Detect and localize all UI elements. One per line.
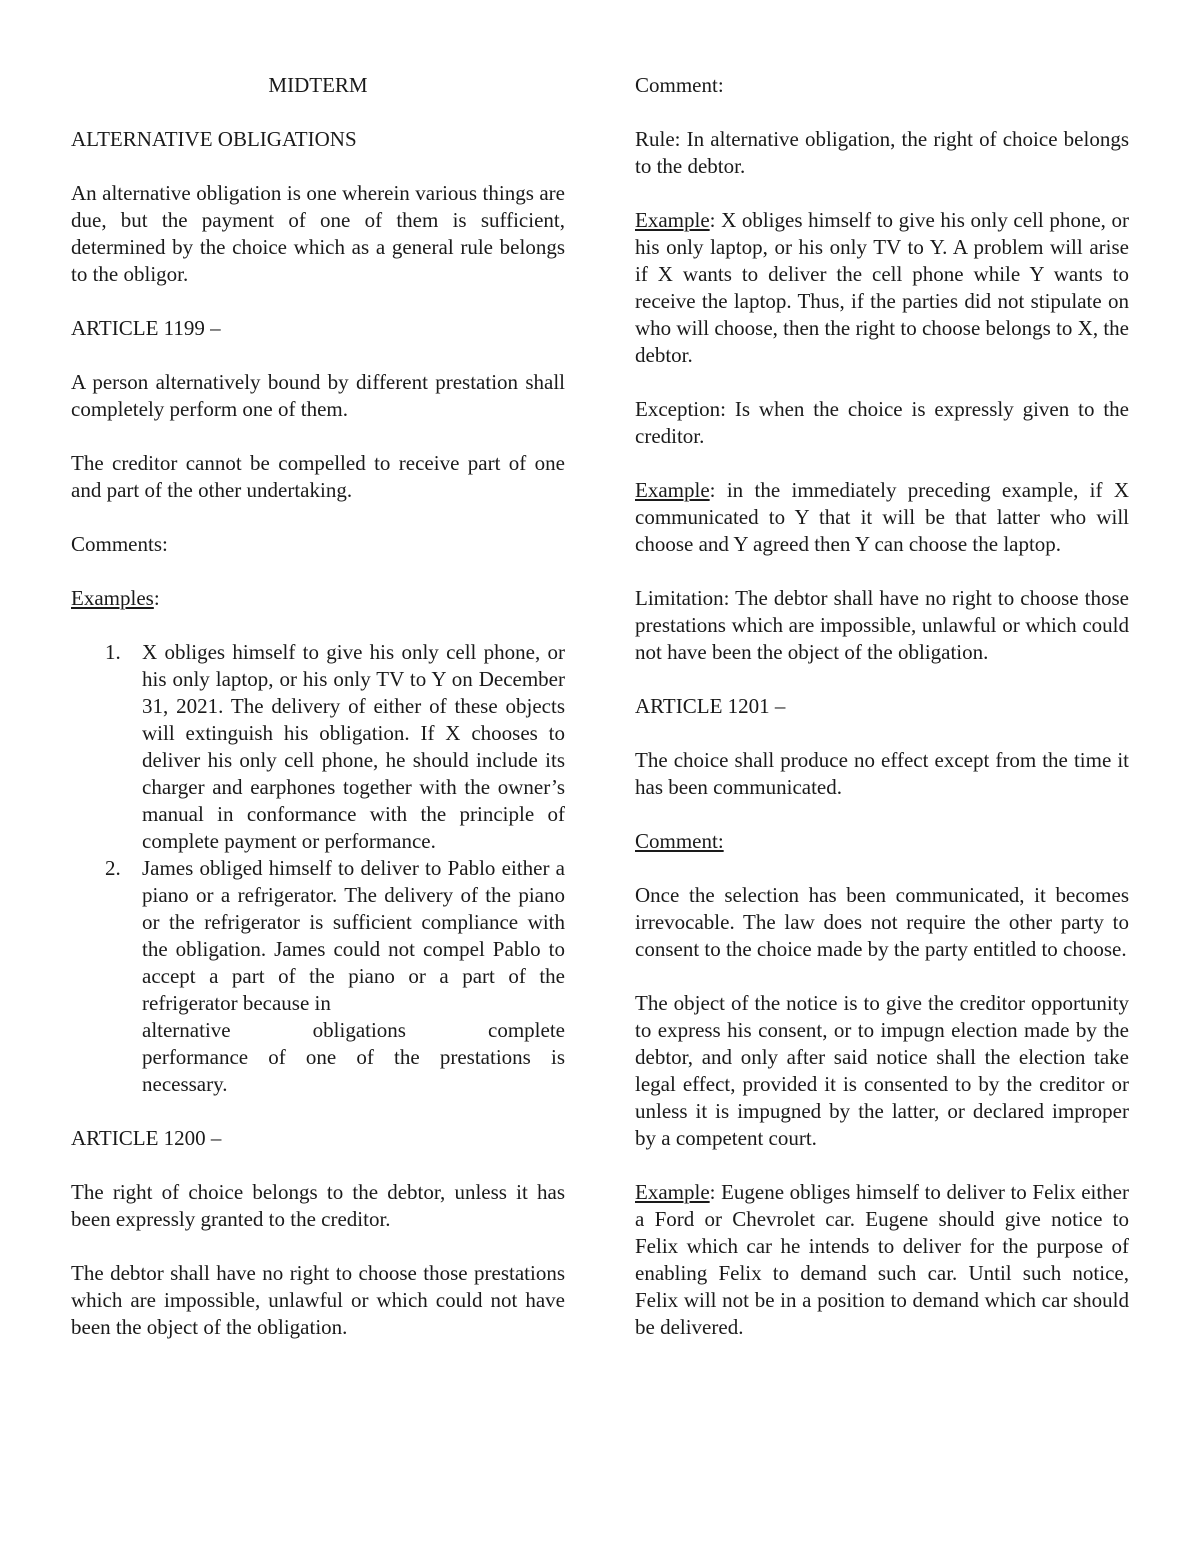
limitation-paragraph: Limitation: The debtor shall have no right to choose those prestations which are impossible, unlawful or which could not have been the object of the obligation.	[635, 586, 1129, 664]
left-column	[71, 72, 565, 1368]
list-item	[71, 855, 565, 1098]
comment-label: Comment:	[635, 73, 724, 97]
example-3-label: Example	[635, 1180, 710, 1204]
example-2-label: Example	[635, 478, 710, 502]
example-3-paragraph	[635, 1179, 1129, 1341]
examples-label	[71, 585, 565, 612]
list-item	[71, 639, 565, 855]
article-1199-heading: ARTICLE 1199 –	[71, 316, 221, 340]
list-item-text-b: alternative obligations complete	[142, 1018, 565, 1042]
example-1-paragraph	[635, 207, 1129, 369]
irrevocable-paragraph: Once the selection has been communicated, it becomes irrevocable. The law does not require the other party to consent to the choice made by the party entitled to choose.	[635, 883, 1129, 961]
rule-paragraph: Rule: In alternative obligation, the right of choice belongs to the debtor.	[635, 127, 1129, 178]
exception-paragraph: Exception: Is when the choice is expressly given to the creditor.	[635, 397, 1129, 448]
article-1201-heading: ARTICLE 1201 –	[635, 694, 786, 718]
article-1199-paragraph-2: The creditor cannot be compelled to receive part of one and part of the other undertaking.	[71, 451, 565, 502]
article-1200-heading: ARTICLE 1200 –	[71, 1126, 222, 1150]
list-item-number: 2.	[105, 856, 121, 880]
right-column	[635, 72, 1129, 1368]
notice-paragraph: The object of the notice is to give the creditor opportunity to express his consent, or to impugn election made by the debtor, and only after said notice shall the election take legal effect, provided it is consented to by the creditor or unless it is impugned by the latter, or declared improper by a competent court.	[635, 991, 1129, 1150]
document-title: MIDTERM	[268, 73, 368, 97]
section-heading: ALTERNATIVE OBLIGATIONS	[71, 127, 357, 151]
comment-2-label-underlined: Comment:	[635, 829, 724, 853]
examples-label-underlined: Examples	[71, 586, 154, 610]
example-1-label: Example	[635, 208, 710, 232]
list-item-text-a: James obliged himself to deliver to Pablo either a piano or a refrigerator. The delivery of the piano or the refrigerator is sufficient compliance with the obligation. James could not compel Pablo to accept a part of the piano or a part of the refrigerator because in	[142, 856, 565, 1015]
example-3-text: : Eugene obliges himself to deliver to Felix either a Ford or Chevrolet car. Eugene should give notice to Felix which car he intends to deliver for the purpose of enabling Felix to demand such car. Until such notice, Felix will not be in a position to demand which car should be delivered.	[635, 1180, 1129, 1339]
examples-label-colon: :	[153, 586, 160, 610]
article-1200-paragraph-2: The debtor shall have no right to choose those prestations which are impossible, unlawful or which could not have been the object of the obligation.	[71, 1261, 565, 1339]
definition-paragraph: An alternative obligation is one wherein various things are due, but the payment of one of them is sufficient, determined by the choice which as a general rule belongs to the obligor.	[71, 181, 565, 286]
comments-label: Comments:	[71, 532, 168, 556]
comment-2-label	[635, 828, 1129, 855]
list-item-number: 1.	[105, 640, 121, 664]
article-1201-paragraph: The choice shall produce no effect except from the time it has been communicated.	[635, 748, 1129, 799]
list-item-text-c: performance of one of the prestations is necessary.	[142, 1045, 565, 1096]
article-1199-paragraph-1: A person alternatively bound by different prestation shall completely perform one of them.	[71, 370, 565, 421]
article-1200-paragraph-1: The right of choice belongs to the debtor, unless it has been expressly granted to the creditor.	[71, 1180, 565, 1231]
example-2-paragraph	[635, 477, 1129, 558]
list-item-text: X obliges himself to give his only cell phone, or his only laptop, or his only TV to Y on December 31, 2021. The delivery of either of these objects will extinguish his obligation. If X chooses to deliver his only cell phone, he should include its charger and earphones together with the owner’s manual in conformance with the principle of complete payment or performance.	[142, 640, 565, 853]
document-page	[0, 72, 1200, 1512]
example-1-text: : X obliges himself to give his only cell phone, or his only laptop, or his only TV to Y. A problem will arise if X wants to deliver the cell phone while Y wants to receive the laptop. Thus, if the parties did not stipulate on who will choose, then the right to choose belongs to X, the debtor.	[635, 208, 1130, 367]
example-2-text: : in the immediately preceding example, if X communicated to Y that it will be that latter who will choose and Y agreed then Y can choose the laptop.	[635, 478, 1129, 556]
examples-list	[71, 639, 565, 1098]
